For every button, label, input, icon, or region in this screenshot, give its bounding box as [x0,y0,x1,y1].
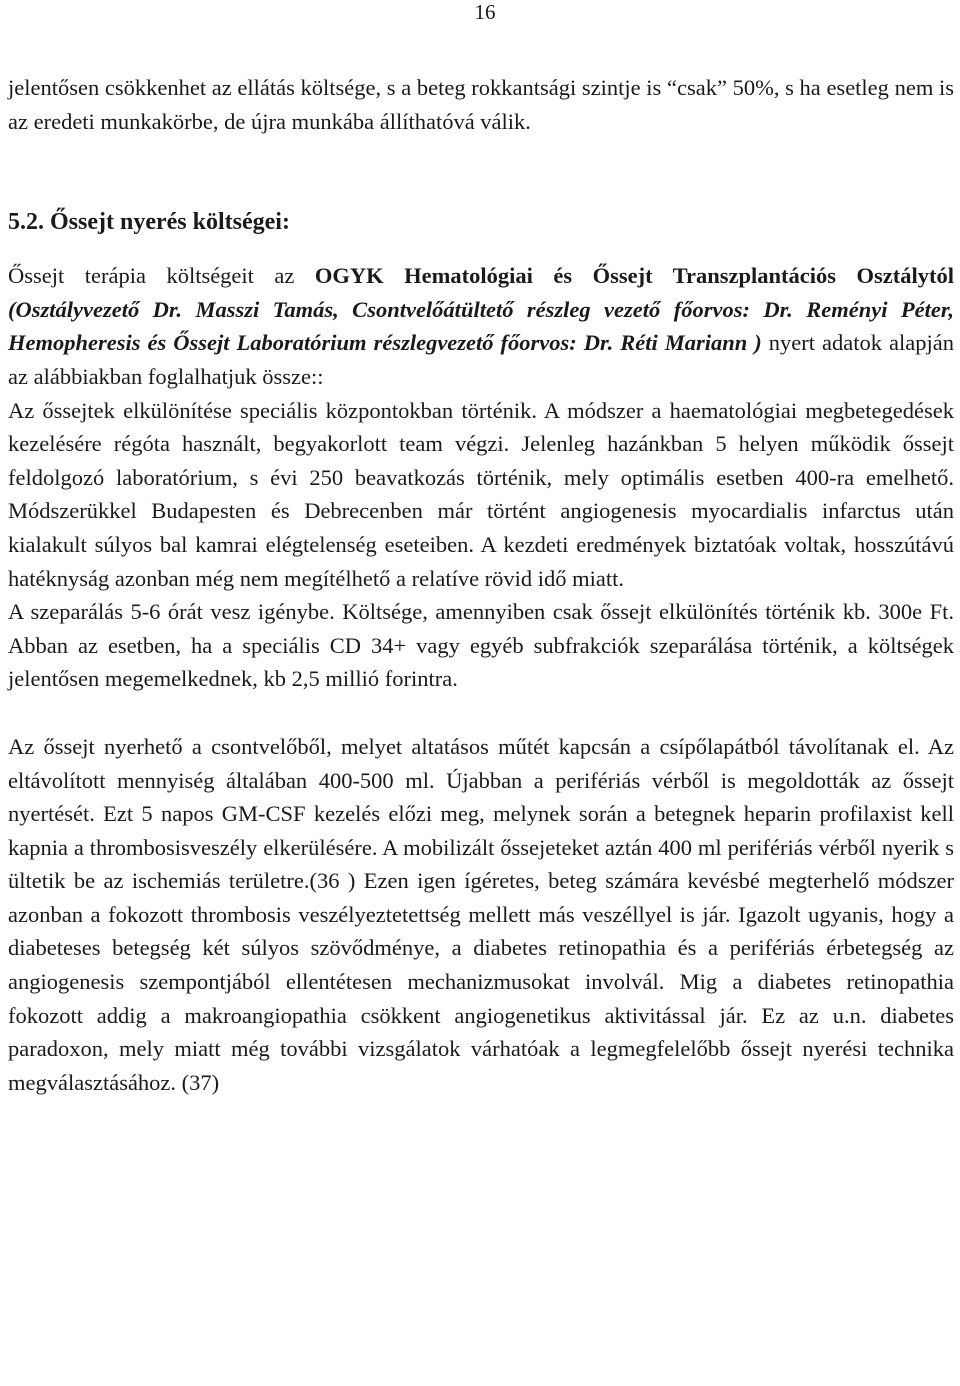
paragraph-gap [8,696,954,730]
section-heading: 5.2. Őssejt nyerés költségei: [8,209,290,236]
source-paragraph [8,259,954,393]
cost-paragraph: A szeparálás 5-6 órát vesz igénybe. Költsége, amennyiben csak őssejt elkülönítés történik kb. 300e Ft. Abban az esetben, ha a speciális CD 34+ vagy egyéb subfrakciók szeparálása történik, a költségek jelentősen megemelkednek, kb 2,5 millió forintra. [8,599,954,692]
page-number: 16 [474,0,496,24]
harvest-paragraph: Az őssejt nyerhető a csontvelőből, melyet altatásos műtét kapcsán a csípőlapátból távolítanak el. Az eltávolított mennyiség általában 400-500 ml. Újabban a perifériás vérből is megoldották az őssejt nyertését. Ezt 5 napos GM-CSF kezelés előzi meg, melynek során a betegnek heparin profilaxist kell kapnia a thrombosisveszély elkerülésére. A mobilizált őssejeteket aztán 400 ml perifériás vérből nyerik s ültetik be az ischemiás területre.(36 ) Ezen igen ígéretes, beteg számára kevésbé megterhelő módszer azonban a fokozott thrombosis veszélyeztetettség mellett más veszéllyel is jár. Igazolt ugyanis, hogy a diabeteses betegség két súlyos szövődménye, a diabetes retinopathia és a perifériás érbetegség az angiogenesis szempontjából ellentétesen mechanizmusokat involvál. Mig a diabetes retinopathia fokozott addig a makroangiopathia csökkent angiogenetikus aktivitással jár. Ez az u.n. diabetes paradoxon, mely miatt még további vizsgálatok várhatóak a legmegfelelőbb őssejt nyerési technika megválasztásához. (37) [8,733,954,1095]
source-persons: (Osztályvezető Dr. Masszi Tamás, Csontvelőátültető részleg vezető főorvos: Dr. Reményi Péter, Hemopheresis és Őssejt Laboratórium részlegvezető főorvos: Dr. Réti Mariann ) [8,296,954,356]
page-content [8,71,954,1099]
method-paragraph: Az őssejtek elkülönítése speciális központokban történik. A módszer a haematológiai megbetegedések kezelésére régóta használt, begyakorlott team végzi. Jelenleg hazánkban 5 helyen működik őssejt feldolgozó laboratórium, s évi 250 beavatkozás történik, mely optimális esetben 400-ra emelhető. Módszerükkel Budapesten és Debrecenben már történt angiogenesis myocardialis infarctus után kialakult súlyos bal kamrai elégtelenség eseteiben. A kezdeti eredmények biztatóak voltak, hosszútávú hatéknyság azonban még nem megítélhető a relatíve rövid idő miatt. [8,397,954,591]
source-text-start: Őssejt terápia költségeit az [8,263,315,289]
source-organization: OGYK Hematológiai és Őssejt Transzplantációs Osztálytól [314,263,954,289]
intro-paragraph: jelentősen csökkenhet az ellátás költsége, s a beteg rokkantsági szintje is “csak” 50%, s ha esetleg nem is az eredeti munkakörbe, de újra munkába állíthatóvá válik. [8,75,954,134]
source-text-end: nyert adatok alapján az alábbiakban foglalhatjuk össze:: [8,330,954,389]
